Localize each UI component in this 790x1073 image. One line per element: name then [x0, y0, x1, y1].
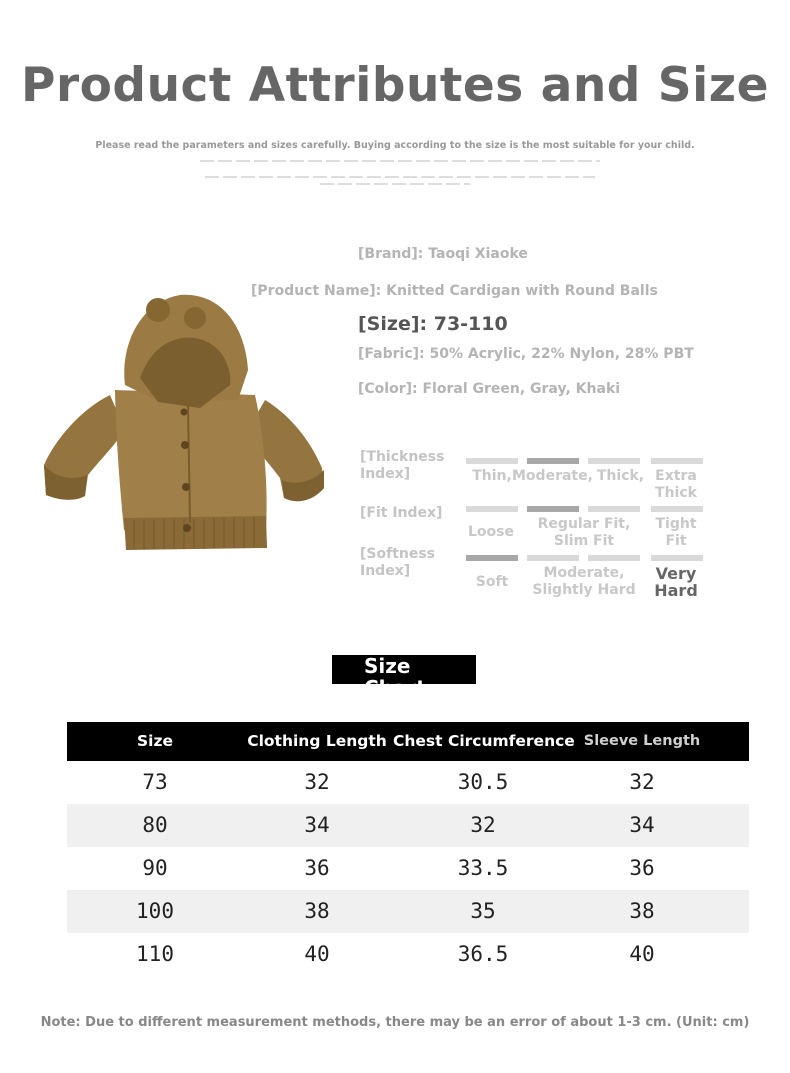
cardigan-product-image — [40, 290, 330, 555]
cell-size: 80 — [142, 813, 168, 837]
cell-chest: 35 — [470, 899, 496, 923]
attr-brand-value: Taoqi Xiaoke — [428, 246, 528, 262]
thickness-option-4: Extra Thick — [655, 468, 697, 501]
table-row — [67, 933, 749, 976]
cell-sleeve-length: 32 — [629, 770, 655, 794]
fit-option-3: Tight Fit — [655, 516, 697, 549]
attr-size — [358, 313, 508, 335]
cell-clothing-length: 38 — [304, 899, 330, 923]
fine-print-line — [320, 183, 470, 185]
thickness-option-1: Thin, — [472, 468, 512, 484]
attr-color-value: Floral Green, Gray, Khaki — [422, 381, 621, 397]
attr-color — [358, 381, 620, 397]
softness-option-3: Very Hard — [654, 564, 698, 600]
cell-clothing-length: 32 — [304, 770, 330, 794]
thickness-bar-2 — [527, 458, 579, 464]
fit-option-2: Regular Fit, Slim Fit — [537, 516, 631, 549]
size-chart-badge: Size Chart — [332, 655, 476, 684]
col-header-size: Size — [136, 732, 173, 750]
attr-size-label: [Size]: — [358, 313, 428, 335]
table-row — [67, 890, 749, 933]
softness-option-2: Moderate, Slightly Hard — [532, 565, 636, 598]
thickness-option-3: Thick, — [596, 468, 645, 484]
fit-index-label: [Fit Index] — [360, 505, 443, 521]
page-title: Product Attributes and Size — [21, 58, 769, 113]
attr-color-label: [Color]: — [358, 381, 418, 397]
table-row — [67, 847, 749, 890]
softness-bar-3 — [588, 555, 640, 561]
size-chart-table — [67, 722, 749, 976]
softness-index-label: [Softness Index] — [360, 546, 436, 579]
col-header-chest: Chest Circumference — [393, 732, 575, 750]
table-row — [67, 804, 749, 847]
attr-brand — [358, 246, 528, 262]
fit-bar-1 — [466, 506, 518, 512]
thickness-bar-3 — [588, 458, 640, 464]
attr-fabric-value: 50% Acrylic, 22% Nylon, 28% PBT — [429, 346, 694, 362]
cell-sleeve-length: 34 — [629, 813, 655, 837]
cell-clothing-length: 36 — [304, 856, 330, 880]
fit-bar-2 — [527, 506, 579, 512]
fine-print-line — [205, 176, 595, 178]
col-header-clothing-length: Clothing Length — [247, 732, 387, 750]
thickness-option-2: Moderate, — [512, 468, 593, 484]
attr-size-value: 73-110 — [433, 313, 508, 335]
thickness-bar-4 — [651, 458, 703, 464]
fine-print-line — [200, 160, 600, 162]
attr-product-name-value: Knitted Cardigan with Round Balls — [386, 283, 658, 299]
page-subtitle: Please read the parameters and sizes carefully. Buying according to the size is the most suitable for your child. — [95, 140, 695, 151]
col-header-sleeve-length: Sleeve Length — [583, 733, 701, 749]
thickness-index-label: [Thickness Index] — [360, 449, 445, 482]
table-header — [67, 722, 749, 761]
fit-bar-4 — [651, 506, 703, 512]
attr-fabric-label: [Fabric]: — [358, 346, 425, 362]
cell-chest: 33.5 — [457, 856, 509, 880]
cell-sleeve-length: 38 — [629, 899, 655, 923]
cell-size: 100 — [136, 899, 174, 923]
attr-product-name-label: [Product Name]: — [251, 283, 382, 299]
softness-bar-1 — [466, 555, 518, 561]
cell-chest: 32 — [470, 813, 496, 837]
cell-sleeve-length: 40 — [629, 942, 655, 966]
softness-bar-4 — [651, 555, 703, 561]
cell-clothing-length: 34 — [304, 813, 330, 837]
attr-brand-label: [Brand]: — [358, 246, 424, 262]
cell-clothing-length: 40 — [304, 942, 330, 966]
softness-bar-2 — [527, 555, 579, 561]
attr-fabric — [358, 346, 694, 362]
cell-chest: 30.5 — [457, 770, 509, 794]
softness-option-1: Soft — [475, 574, 509, 590]
cell-size: 110 — [136, 942, 174, 966]
cell-size: 73 — [142, 770, 168, 794]
fit-bar-3 — [588, 506, 640, 512]
thickness-bar-1 — [466, 458, 518, 464]
measurement-note: Note: Due to different measurement methods, there may be an error of about 1-3 cm. (Unit: cm) — [40, 1015, 750, 1030]
cell-sleeve-length: 36 — [629, 856, 655, 880]
cell-chest: 36.5 — [457, 942, 509, 966]
fit-option-1: Loose — [468, 524, 514, 540]
table-row — [67, 761, 749, 804]
cell-size: 90 — [142, 856, 168, 880]
